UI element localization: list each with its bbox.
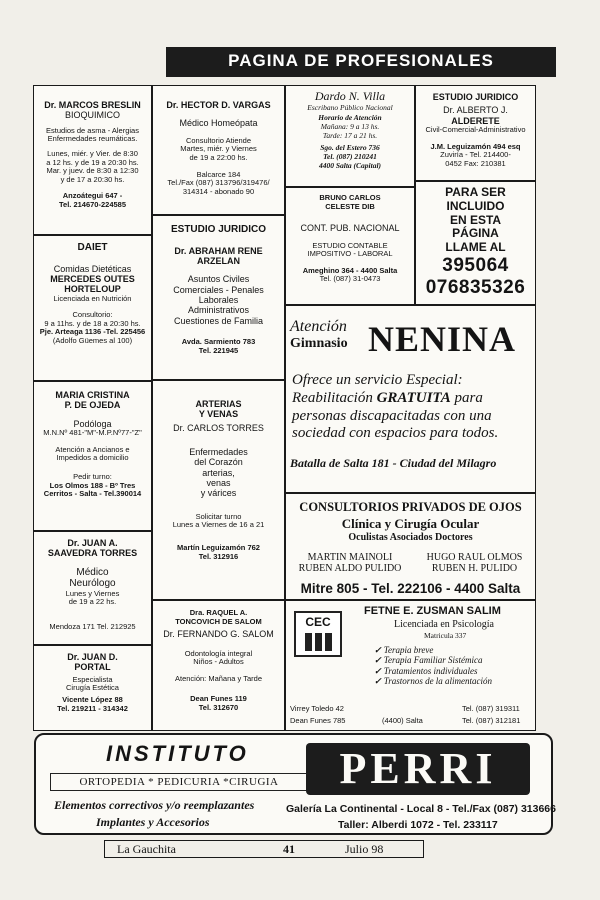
nenina-title: Atención Gimnasio NENINA: [290, 318, 517, 359]
card-dib: BRUNO CARLOS CELESTE DIB CONT. PUB. NACIONAL ESTUDIO CONTABLE IMPOSITIVO - LABORAL Ameghino 364 - 4400 Salta Tel. (087) 31-0473: [285, 187, 415, 305]
doctor-title: Licenciada en Nutrición: [53, 293, 132, 303]
card-salom: Dra. RAQUEL A. TONCOVICH DE SALOM Dr. FERNANDO G. SALOM Odontología integral Niños - Adultos Atención: Mañana y Tarde Dean Funes 119 Tel. 312670: [152, 600, 285, 731]
doctors: MARTIN MAINOLI RUBEN ALDO PULIDO HUGO RAUL OLMOS RUBEN H. PULIDO: [298, 551, 523, 575]
doctor-name: Dr. JUAN D.: [67, 652, 118, 662]
hours: 9 a 11hs. y de 18 a 20:30 hs.: [44, 318, 141, 328]
subheading: Clínica y Cirugía Ocular: [341, 516, 480, 532]
address-1: Galería La Continental - Local 8 - Tel./Fax (087) 313666: [286, 803, 556, 815]
description: Atención a Ancianos e: [55, 444, 130, 454]
footer: [104, 840, 424, 858]
card-villa: Dardo N. Villa Escribano Público Nacional Horario de Atención Mañana: 9 a 13 hs. Tarde: 17 a 21 hs. Sgo. del Estero 736 Tel. (087) 210241 4400 Salta (Capital): [285, 85, 415, 187]
phone: 0452 Fax: 210381: [445, 158, 506, 168]
doctor-title: BIOQUIMICO: [64, 110, 120, 121]
nenina-name: NENINA: [368, 319, 517, 359]
address: Mitre 805 - Tel. 222106 - 4400 Salta: [300, 580, 521, 596]
doctor-name-2: Dr. FERNANDO G. SALOM: [163, 629, 274, 640]
card-torres: ARTERIAS Y VENAS Dr. CARLOS TORRES Enfermedades del Corazón arterias, venas y várices Solicitar turno Lunes a Viernes de 16 a 21 Martín Leguizamón 762 Tel. 312916: [152, 380, 285, 600]
ad-ojos: CONSULTORIOS PRIVADOS DE OJOS Clínica y Cirugía Ocular Oculistas Asociados Doctores MARTIN MAINOLI RUBEN ALDO PULIDO HUGO RAUL OLMOS RUBEN H. PULIDO Mitre 805 - Tel. 222106 - 4400 Salta: [285, 493, 536, 600]
description: Estudios de asma - Alergias Enfermedades reumáticas.: [46, 125, 139, 144]
specialty: Civil-Comercial-Administrativo: [425, 125, 526, 135]
address-ref: (Adolfo Güemes al 100): [52, 336, 133, 346]
promo-phone-1: 395064: [442, 254, 509, 276]
doctor-name: Dr. CARLOS TORRES: [173, 422, 264, 433]
hours: Lunes y Viernes: [65, 588, 120, 598]
issue-date: Julio 98: [345, 842, 384, 856]
city: 4400 Salta (Capital): [318, 160, 382, 170]
accountant-title: CONT. PUB. NACIONAL: [300, 223, 400, 234]
hours: Lunes, miér. y Vier. de 8:30 a 12 hs. y de 19 a 20:30 hs. Mar. y juev. de 8:30 a 12:30 y de 17 a 20:30 hs.: [46, 148, 139, 184]
address: Sgo. del Estero 736: [320, 143, 380, 153]
nenina-offer: Ofrece un servicio Especial:: [292, 372, 463, 388]
list-item: ✓ Trastornos de la alimentación: [374, 676, 492, 686]
address: Los Olmos 188 - Bº Tres: [49, 480, 136, 490]
phone-2: Tel. (087) 312181: [462, 716, 521, 725]
elements: Elementos correctivos y/o reemplazantes: [54, 798, 255, 812]
practice-areas: Asuntos Civiles Comerciales - Penales Laborales Administrativos Cuestiones de Familia: [173, 274, 264, 326]
card-portal: Dr. JUAN D. PORTAL Especialista Cirugía Estética Vicente López 88 Tel. 219211 - 314342: [33, 645, 152, 731]
ad-nenina: Atención Gimnasio NENINA Ofrece un servicio Especial: Reabilitación GRATUITA para personas discapacitadas con una sociedad con espacios para todos. Batalla de Salta 181 - Ciudad del Milagro: [285, 305, 536, 493]
address-2: Taller: Alberdi 1072 - Tel. 233117: [338, 819, 498, 831]
accountant-name: BRUNO CARLOS: [319, 193, 381, 202]
psychologist-title: Licenciada en Psicología: [394, 619, 494, 630]
nenina-prefix: Atención: [290, 318, 347, 335]
phone: Tel./Fax (087) 313796/319476/: [167, 178, 270, 188]
doctor-name: Dr. ALBERTO J.: [443, 105, 508, 116]
heading: DAIET: [77, 242, 108, 253]
address: Pje. Arteaga 1136 -Tel. 225456: [39, 327, 146, 337]
address: Batalla de Salta 181 - Ciudad del Milagro: [290, 455, 497, 470]
card-saavedra: Dr. JUAN A. SAAVEDRA TORRES Médico Neurólogo Lunes y Viernes de 19 a 22 hs. Mendoza 171 Tel. 212925: [33, 531, 152, 645]
hours-label: Consultorio:: [72, 310, 113, 320]
phone: Tel. (087) 210241: [323, 151, 377, 161]
address: Anzoátegui 647 -: [62, 191, 123, 201]
ad-zusman: [285, 600, 536, 731]
description: ESTUDIO CONTABLE: [312, 240, 388, 250]
card-alderete: ESTUDIO JURIDICO Dr. ALBERTO J. ALDERETE Civil-Comercial-Administrativo J.M. Leguizamón 494 esq Zuviría - Tel. 214400- 0452 Fax: 210381: [415, 85, 536, 181]
address: Dean Funes 119: [190, 694, 247, 704]
magazine-name: La Gauchita: [117, 842, 176, 856]
doctor-name: Dr. MARCOS BRESLIN: [44, 100, 141, 110]
address-1: Virrey Toledo 42: [290, 704, 344, 713]
phone: Tel. 312670: [198, 703, 239, 713]
page-title: PAGINA DE PROFESIONALES: [166, 47, 556, 77]
address: J.M. Leguizamón 494 esq: [430, 141, 521, 151]
address: Avda. Sarmiento 783: [181, 336, 256, 346]
doctor-name: Dra. RAQUEL A.: [189, 608, 248, 617]
registration: Matricula 337: [424, 631, 467, 640]
doctor-name: Dr. ABRAHAM RENE: [174, 245, 263, 256]
therapy-list: [374, 645, 492, 686]
address-2: Dean Funes 785: [290, 716, 346, 725]
phone: Tel. 214670-224585: [59, 200, 126, 210]
promo-phone-2: 076835326: [425, 276, 526, 298]
psychologist-name: FETNE E. ZUSMAN SALIM: [364, 605, 501, 617]
card-promo: PARA SER INCLUIDO EN ESTA PÁGINA LLAME AL 395064 076835326: [415, 181, 536, 305]
doctor-name: MERCEDES OUTES: [50, 273, 135, 284]
heading: ARTERIAS: [195, 399, 242, 409]
doctor-title: Médico Homeópata: [179, 118, 258, 129]
address: Mendoza 171 Tel. 212925: [49, 621, 136, 631]
card-daiet: DAIET Comidas Dietéticas MERCEDES OUTES HORTELOUP Licenciada en Nutrición Consultorio: 9 a 11hs. y de 18 a 20:30 hs. Pje. Arteaga 1136 -Tel. 225456 (Adolfo Güemes al 100): [33, 235, 152, 381]
doctor-name: MARIA CRISTINA: [55, 390, 130, 400]
services: ORTOPEDIA * PEDICURIA *CIRUGIA: [50, 773, 308, 791]
address: Vicente López 88: [62, 694, 123, 704]
address: Balcarce 184: [196, 169, 241, 179]
doctor-title: Especialista: [72, 674, 113, 684]
phone: Tel. 219211 - 314342: [57, 703, 128, 713]
firm-name: ESTUDIO JURIDICO: [170, 224, 266, 235]
list-item: ✓ Tratamientos individuales: [374, 666, 492, 676]
address: Martín Leguizamón 762: [177, 543, 260, 552]
hours-label: Horario de Atención: [318, 113, 382, 123]
specialty: Odontología integral: [184, 648, 253, 658]
description: Comidas Dietéticas: [53, 263, 132, 274]
description: Enfermedades del Corazón arterias, venas y várices: [189, 447, 248, 499]
city: (4400) Salta: [382, 716, 423, 725]
doctor-title: Médico: [76, 566, 109, 578]
instituto-label: INSTITUTO: [106, 741, 249, 766]
hours: Atención: Mañana y Tarde: [174, 673, 262, 683]
cec-logo: CEC: [294, 611, 342, 657]
page-number: 41: [283, 842, 295, 856]
address: Ameghino 364 - 4400 Salta: [302, 265, 398, 275]
hours: Lunes a Viernes de 16 a 21: [172, 520, 265, 530]
firm-name: ESTUDIO JURIDICO: [432, 92, 519, 102]
card-breslin: [33, 85, 152, 235]
ad-perri: INSTITUTO ORTOPEDIA * PEDICURIA *CIRUGIA Elementos correctivos y/o reemplazantes Implantes y Accesorios PERRI Galería La Continental - Local 8 - Tel./Fax (087) 313666 Taller: Alberdi 1072 - Tel. 233117: [34, 733, 553, 835]
list-item: ✓ Terapia breve: [374, 645, 492, 655]
registration: M.N.Nº 481-"M"-M.P.Nº77-"Z": [43, 428, 142, 438]
appointment-label: Pedir turno:: [73, 471, 112, 481]
hours: Consultorio Atiende Martes, miér. y Viernes de 19 a 22:00 hs.: [180, 135, 257, 162]
doctor-title: Podóloga: [73, 418, 112, 429]
doctor-name: Dr. HECTOR D. VARGAS: [166, 100, 271, 110]
phone: Tel. (087) 31-0473: [319, 274, 381, 284]
phone: Tel. 221945: [198, 345, 239, 355]
notary-title: Escribano Público Nacional: [307, 102, 393, 112]
heading: CONSULTORIOS PRIVADOS DE OJOS: [299, 500, 522, 514]
list-item: ✓ Terapia Familiar Sistémica: [374, 655, 492, 665]
specialty: Cirugía Estética: [66, 683, 119, 693]
phone: Tel. 312916: [198, 551, 239, 561]
doctor-name: Dr. JUAN A.: [67, 538, 118, 548]
card-ojeda: MARIA CRISTINA P. DE OJEDA Podóloga M.N.Nº 481-"M"-M.P.Nº77-"Z" Atención a Ancianos e Impedidos a domicilio Pedir turno: Los Olmos 188 - Bº Tres Cerritos - Salta - Tel.390014: [33, 381, 152, 531]
card-vargas: Dr. HECTOR D. VARGAS Médico Homeópata Consultorio Atiende Martes, miér. y Viernes de 19 a 22:00 hs. Balcarce 184 Tel./Fax (087) 313796/319476/ 314314 - abonado 90: [152, 85, 285, 215]
phone-1: Tel. (087) 319311: [462, 704, 520, 713]
perri-logo: PERRI: [306, 743, 530, 795]
card-arzelan: ESTUDIO JURIDICO Dr. ABRAHAM RENE ARZELAN Asuntos Civiles Comerciales - Penales Laborales Administrativos Cuestiones de Familia Avda. Sarmiento 783 Tel. 221945: [152, 215, 285, 380]
appointment-label: Solicitar turno: [195, 511, 242, 521]
notary-name: Dardo N. Villa: [314, 89, 386, 103]
